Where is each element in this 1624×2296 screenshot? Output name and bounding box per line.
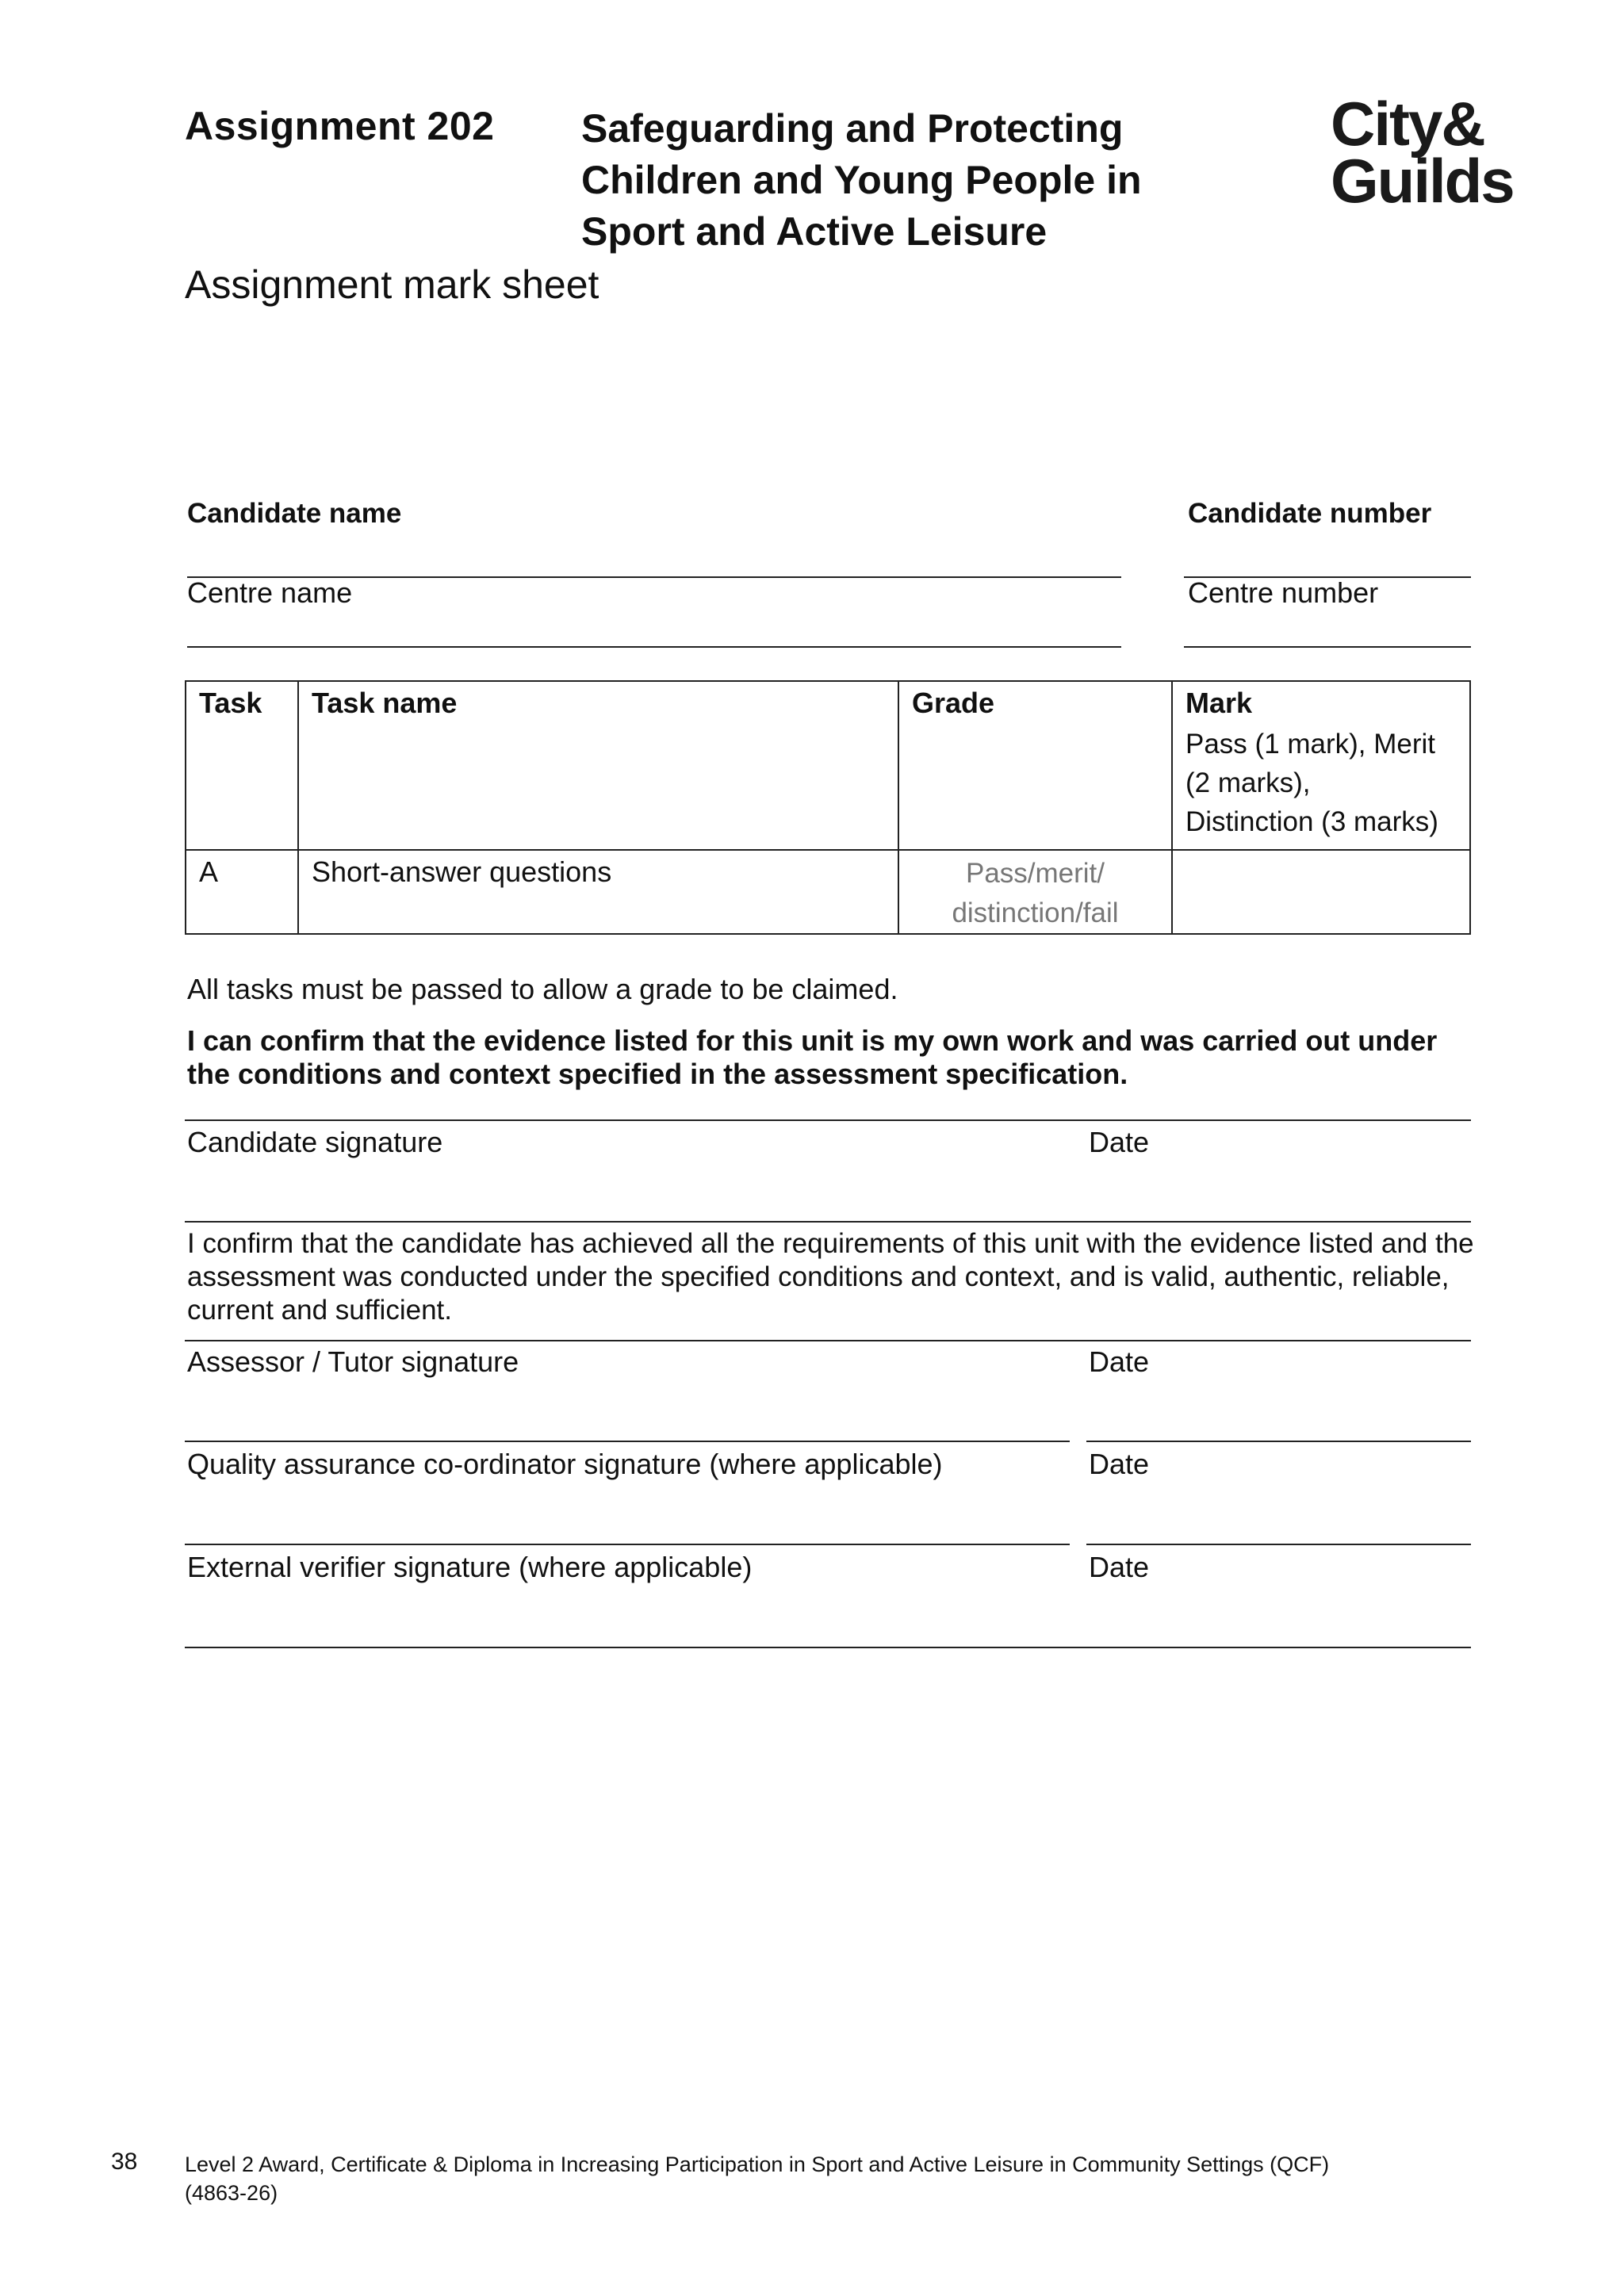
ev-date-label: Date bbox=[1089, 1551, 1150, 1583]
footer-line: (4863-26) bbox=[185, 2181, 278, 2205]
candidate-signature-label: Candidate signature bbox=[187, 1126, 443, 1158]
qa-signature-label: Quality assurance co-ordinator signature (where applicable) bbox=[187, 1448, 943, 1480]
confirmation-rule bbox=[185, 1119, 1471, 1121]
ev-signature-label: External verifier signature (where applicable) bbox=[187, 1551, 753, 1583]
row-mark[interactable] bbox=[1172, 850, 1470, 934]
assessor-signature-label: Assessor / Tutor signature bbox=[187, 1345, 519, 1378]
grade-option-line: Pass/merit/ bbox=[965, 858, 1105, 889]
assessor-date-label: Date bbox=[1089, 1345, 1150, 1378]
logo-line-city: City& bbox=[1331, 89, 1484, 159]
ev-signature-line[interactable] bbox=[185, 1647, 1471, 1648]
page-number: 38 bbox=[111, 2149, 138, 2175]
header-mark-title: Mark bbox=[1185, 687, 1253, 719]
assessor-confirmation-rule bbox=[185, 1340, 1471, 1341]
city-guilds-logo bbox=[1331, 89, 1521, 222]
assignment-title bbox=[581, 103, 1263, 258]
grade-option-line: distinction/fail bbox=[952, 897, 1119, 928]
title-line: Sport and Active Leisure bbox=[581, 209, 1048, 254]
row-task: A bbox=[186, 850, 298, 934]
title-line: Children and Young People in bbox=[581, 158, 1142, 202]
page-subtitle: Assignment mark sheet bbox=[185, 262, 599, 307]
logo-line-guilds: Guilds bbox=[1331, 146, 1514, 216]
centre-name-label: Centre name bbox=[187, 576, 353, 609]
footer-text bbox=[185, 2150, 1329, 2207]
all-tasks-note: All tasks must be passed to allow a grade to be claimed. bbox=[187, 973, 898, 1005]
mark-detail-line: (2 marks), bbox=[1185, 767, 1311, 798]
title-line: Safeguarding and Protecting bbox=[581, 106, 1124, 151]
header-task-name: Task name bbox=[298, 681, 898, 850]
centre-number-line[interactable] bbox=[1184, 646, 1471, 648]
task-table bbox=[185, 680, 1471, 935]
header-task: Task bbox=[186, 681, 298, 850]
candidate-number-label: Candidate number bbox=[1188, 498, 1432, 529]
footer-line: Level 2 Award, Certificate & Diploma in Increasing Participation in Sport and Active Leisure in Community Settings (QCF) bbox=[185, 2152, 1330, 2176]
centre-name-line[interactable] bbox=[187, 646, 1121, 648]
candidate-confirmation: I can confirm that the evidence listed for this unit is my own work and was carried out under the conditions and context specified in the assessment specification. bbox=[187, 1024, 1438, 1090]
candidate-signature-line[interactable] bbox=[185, 1221, 1471, 1223]
row-task-name: Short-answer questions bbox=[298, 850, 898, 934]
header-grade: Grade bbox=[898, 681, 1172, 850]
assessor-confirmation: I confirm that the candidate has achieved all the requirements of this unit with the evidence listed and the assessment was conducted under the specified conditions and context, and is valid, authentic, reliable, current and sufficient. bbox=[187, 1228, 1474, 1326]
table-row bbox=[186, 850, 1470, 934]
header-mark bbox=[1172, 681, 1470, 850]
assessor-signature-line[interactable] bbox=[185, 1441, 1070, 1442]
assignment-number: Assignment 202 bbox=[185, 104, 495, 148]
qa-date-label: Date bbox=[1089, 1448, 1150, 1480]
mark-detail bbox=[1185, 725, 1457, 841]
centre-number-label: Centre number bbox=[1188, 576, 1379, 609]
mark-detail-line: Distinction (3 marks) bbox=[1185, 806, 1438, 837]
qa-signature-line[interactable] bbox=[185, 1544, 1070, 1545]
candidate-date-label: Date bbox=[1089, 1126, 1150, 1158]
mark-detail-line: Pass (1 mark), Merit bbox=[1185, 729, 1436, 760]
table-header-row bbox=[186, 681, 1470, 850]
qa-date-line[interactable] bbox=[1086, 1544, 1471, 1545]
candidate-name-label: Candidate name bbox=[187, 498, 402, 529]
assessor-date-line[interactable] bbox=[1086, 1441, 1471, 1442]
row-grade[interactable] bbox=[898, 850, 1172, 934]
